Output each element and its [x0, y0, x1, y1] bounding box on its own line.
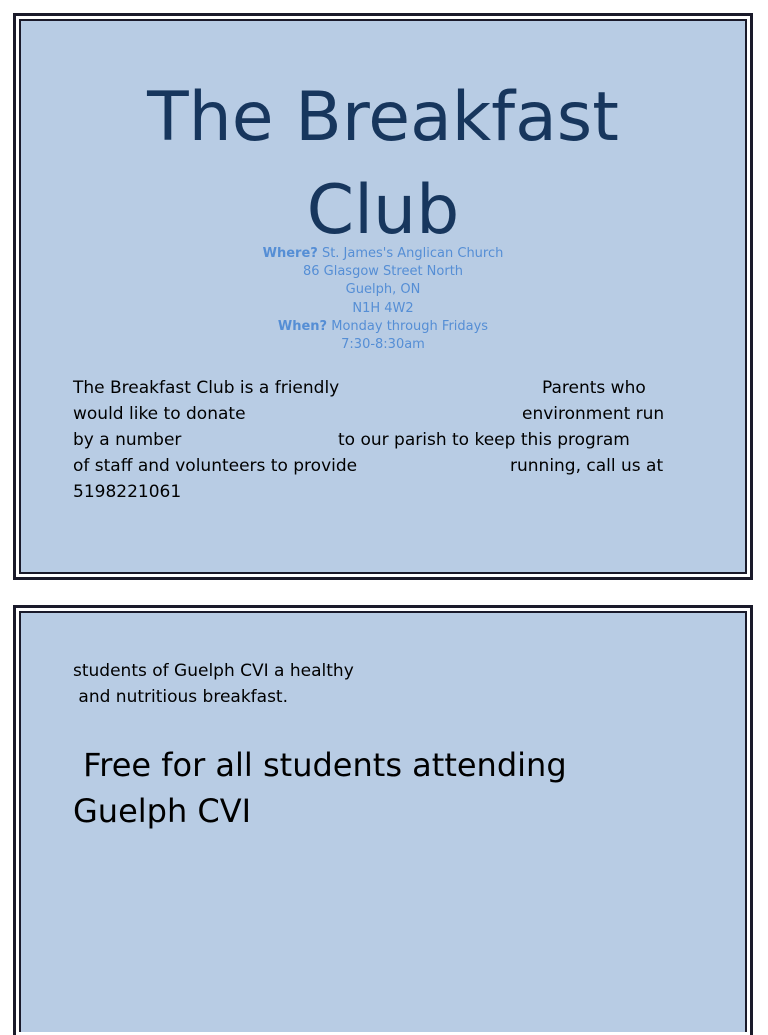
address-line-3: N1H 4W2 [352, 300, 414, 316]
page2-line-2: and nutritious breakfast. [73, 687, 288, 707]
where-label: Where? [262, 246, 318, 261]
body-right-2: environment run [522, 404, 665, 424]
page2-line-1: students of Guelph CVI a healthy [73, 661, 354, 681]
body-left-3: by a number [73, 430, 182, 450]
flyer-page-2 [13, 605, 753, 1035]
body-left-4: of staff and volunteers to provide [73, 456, 358, 476]
flyer-page-1-body [19, 19, 747, 574]
address-line-1: 86 Glasgow Street North [302, 264, 464, 280]
body-right-3: to our parish to keep this program [338, 430, 630, 450]
body-right-1: Parents who [542, 378, 646, 398]
title-line-1: The Breakfast [147, 78, 619, 157]
when-value: Monday through Fridays [327, 318, 489, 334]
where-line [21, 245, 745, 263]
title-line-2: Club [306, 171, 460, 250]
body-left-5: 5198221061 [73, 482, 182, 502]
flyer-page-1 [13, 13, 753, 580]
address-line-2: Guelph, ON [345, 282, 421, 298]
free-line-2: Guelph CVI [73, 792, 252, 830]
when-line [21, 318, 745, 336]
free-line-1: Free for all students attending [73, 746, 567, 784]
body-left-1: The Breakfast Club is a friendly [73, 378, 340, 398]
body-left-2: would like to donate [73, 404, 246, 424]
when-label: When? [277, 318, 328, 334]
flyer-page-2-body [19, 611, 747, 1032]
body-right-4: running, call us at [510, 456, 664, 476]
event-info [21, 245, 745, 354]
where-value: St. James's Anglican Church [317, 246, 504, 261]
time-line: 7:30-8:30am [341, 337, 425, 353]
